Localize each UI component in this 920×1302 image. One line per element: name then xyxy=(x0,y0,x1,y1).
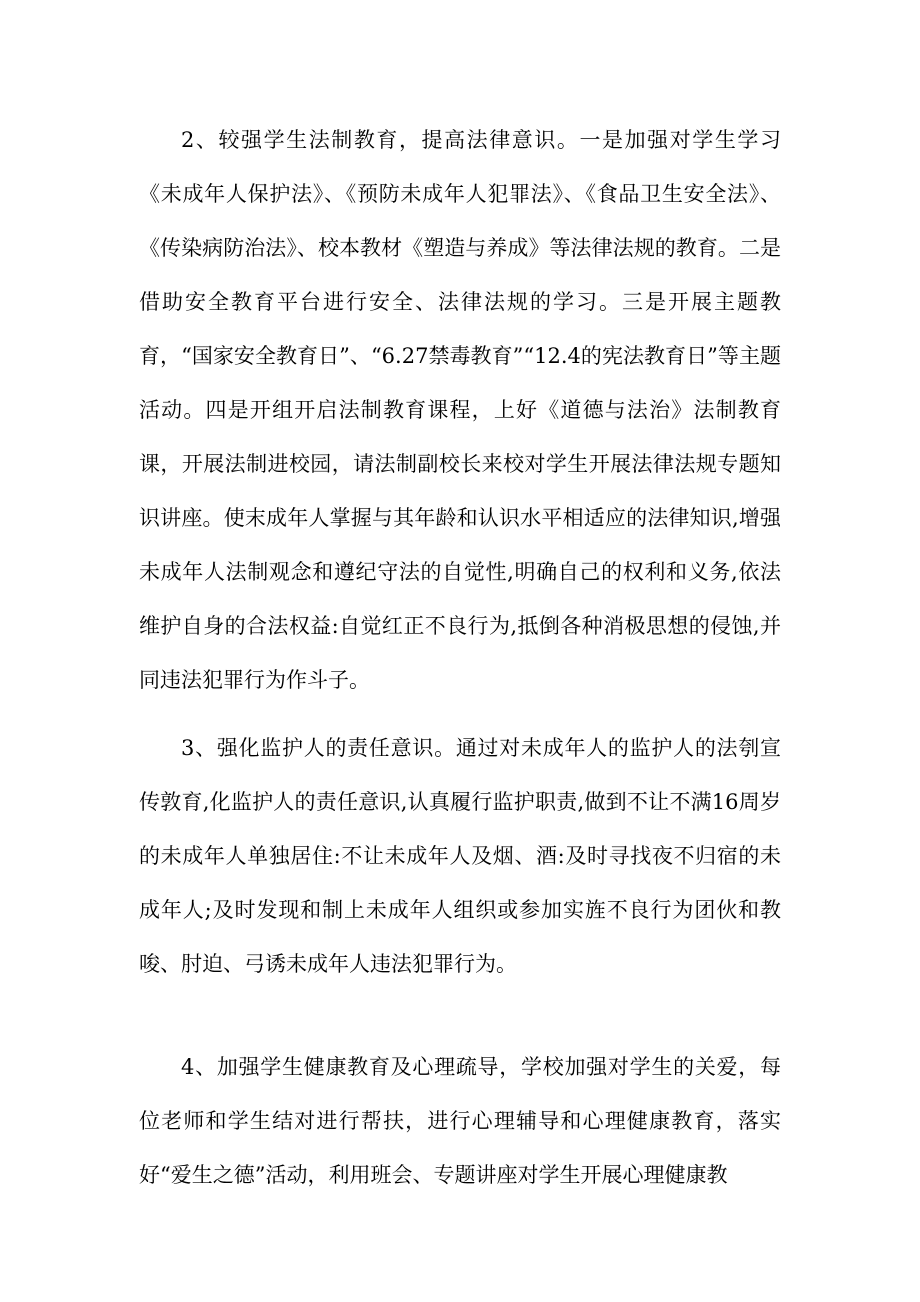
paragraph-legal-education: 2、较强学生法制教育，提高法律意识。一是加强对学生学习《未成年人保护法》、《预防未成年人犯罪法》、《食品卫生安全法》、《传染病防治法》、校本教材《塑造与养成》等法律法规的教育。二是借助安全教育平台进行安全、法律法规的学习。三是开展主题教育，“国家安全教育日”、“6.27禁毒教育”“12.4的宪法教育日”等主题活动。四是开组开启法制教育课程，上好《道德与法治》法制教育课，开展法制进校园，请法制副校长来校对学生开展法律法规专题知识讲座。使末成年人掌握与其年龄和认识水平相适应的法律知识,增强未成年人法制观念和遵纪守法的自觉性,明确自己的权利和义务,依法维护自身的合法权益:自觉红正不良行为,抵倒各种消极思想的侵蚀,并同违法犯罪行为作斗子。 xyxy=(139,128,781,692)
paragraph-health-education: 4、加强学生健康教育及心理疏导，学校加强对学生的关爱，每位老师和学生结对进行帮扶，进行心理辅导和心理健康教育，落实好“爱生之德”活动，利用班会、专题讲座对学生开展心理健康教 xyxy=(139,1055,781,1187)
paragraph-guardian-responsibility: 3、强化监护人的责任意识。通过对未成年人的监护人的法刳宣传敦育,化监护人的责任意识,认真履行监护职责,做到不让不满16周岁的未成年人单独居住:不让未成年人及烟、酒:及时寻找夜不归宿的未成年人;及时发现和制上未成年人组织或参加实旌不良行为团伙和教唆、肘迫、弓诱未成年人违法犯罪行为。 xyxy=(139,736,781,976)
